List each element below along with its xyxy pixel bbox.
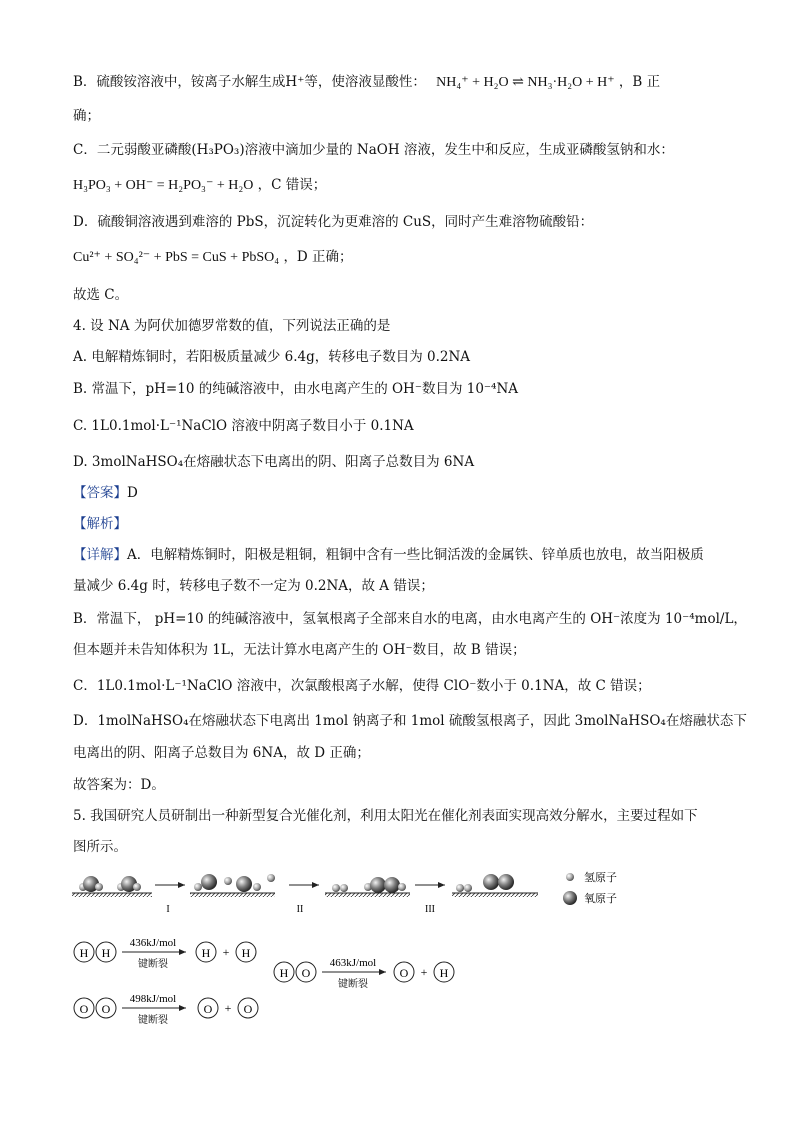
svg-text:O: O: [301, 966, 311, 980]
hh-bond-break-label: 键断裂: [138, 959, 168, 970]
option-b-text: B．硫酸铵溶液中，铵离子水解生成H⁺等，使溶液显酸性：: [73, 74, 426, 90]
option-c-explanation: C．二元弱酸亚磷酸(H₃PO₃)溶液中滴加少量的 NaOH 溶液，发生中和反应，生成亚磷酸氢钠和水：: [73, 142, 674, 158]
question-4-option-a: A. 电解精炼铜时，若阳极质量减少 6.4g，转移电子数目为 0.2NA: [73, 349, 471, 365]
question-4-option-c: C. 1L0.1mol·L⁻¹NaClO 溶液中阴离子数目小于 0.1NA: [73, 418, 414, 434]
ho-bond-energy: 463kJ/mol: [329, 957, 377, 969]
hydrogen-atom: [95, 883, 103, 891]
choose-answer: 故选 C。: [73, 287, 129, 303]
detail-label: 【详解】: [73, 547, 127, 563]
option-b-equation: NH₄⁺ + H₂O ⇌ NH₃·H₂O + H⁺: [436, 75, 615, 90]
legend: [563, 870, 617, 905]
svg-text:+: +: [420, 965, 428, 979]
svg-text:+: +: [222, 945, 230, 959]
option-c-equation: H₃PO₃ + OH⁻ = H₂PO₃⁻ + H₂O: [73, 178, 254, 193]
svg-text:H: H: [79, 946, 89, 960]
detail-a-line-2: 量减少 6.4g 时，转移电子数不一定为 0.2NA，故 A 错误；: [73, 578, 434, 594]
step-label-2: II: [296, 904, 304, 915]
question-4-stem: 4. 设 NA 为阿伏加德罗常数的值，下列说法正确的是: [73, 318, 391, 334]
detail-b-line-1: B．常温下， pH=10 的纯碱溶液中，氢氧根离子全部来自水的电离，由水电离产生的 OH⁻浓度为 10⁻⁴mol/L，: [73, 611, 747, 627]
svg-text:+: +: [224, 1001, 232, 1015]
option-d-equation: Cu²⁺ + SO₄²⁻ + PbS = CuS + PbSO₄: [73, 250, 280, 265]
stage-2: [325, 877, 410, 897]
ho-bond-breaking: [274, 957, 454, 990]
legend-oxygen-label: 氧原子: [584, 893, 617, 905]
conclusion: 故答案为：D。: [73, 777, 165, 793]
oo-bond-energy: 498kJ/mol: [129, 993, 177, 1005]
legend-hydrogen-swatch: [566, 873, 574, 881]
option-d-explanation: D．硫酸铜溶液遇到难溶的 PbS，沉淀转化为更难溶的 CuS，同时产生难溶物硫酸铅：: [73, 214, 594, 230]
oo-bond-break-label: 键断裂: [138, 1015, 168, 1026]
detail-a-text: A．电解精炼铜时，阳极是粗铜，粗铜中含有一些比铜活泼的金属铁、锌单质也放电，故当阳极质: [127, 547, 704, 563]
oo-bond-breaking: [74, 993, 258, 1026]
svg-text:H: H: [439, 966, 449, 980]
option-b-continuation: 确；: [73, 108, 100, 124]
svg-text:O: O: [79, 1002, 89, 1016]
legend-hydrogen-label: 氢原子: [584, 872, 617, 884]
detail-a-line-1: [73, 545, 704, 565]
question-5-stem-line-1: 5. 我国研究人员研制出一种新型复合光催化剂，利用太阳光在催化剂表面实现高效分解水，主要过程如下: [73, 808, 698, 824]
hydrogen-atom: [133, 883, 141, 891]
photocatalysis-figure: [0, 860, 794, 1040]
svg-text:O: O: [101, 1002, 111, 1016]
step-label-3: III: [425, 904, 435, 915]
question-5-stem-line-2: 图所示。: [73, 839, 127, 855]
ho-bond-break-label: 键断裂: [338, 979, 368, 990]
svg-text:O: O: [203, 1002, 213, 1016]
svg-text:O: O: [243, 1002, 253, 1016]
detail-b-line-2: 但本题并未告知体积为 1L，无法计算水电离产生的 OH⁻数目，故 B 错误；: [73, 642, 526, 658]
detail-d-line-1: D．1molNaHSO₄在熔融状态下电离出 1mol 钠离子和 1mol 硫酸氢根离子，因此 3molNaHSO₄在熔融状态下: [73, 713, 747, 729]
svg-text:H: H: [279, 966, 289, 980]
svg-text:O: O: [399, 966, 409, 980]
stage-initial: [72, 876, 152, 897]
svg-text:H: H: [201, 946, 211, 960]
question-4-option-b: B. 常温下，pH=10 的纯碱溶液中，由水电离产生的 OH⁻数目为 10⁻⁴NA: [73, 381, 519, 397]
legend-oxygen-swatch: [563, 891, 577, 905]
stage-1: [190, 874, 275, 897]
option-d-equation-line: [73, 247, 353, 268]
question-4-option-d: D. 3molNaHSO₄在熔融状态下电离出的阴、阳离子总数目为 6NA: [73, 454, 475, 470]
answer-label: 【答案】: [73, 485, 127, 501]
svg-text:H: H: [101, 946, 111, 960]
analysis-label: 【解析】: [73, 516, 127, 532]
option-d-tail: ，D 正确；: [283, 249, 353, 265]
option-b-tail: ，B 正: [618, 74, 661, 90]
svg-text:H: H: [241, 946, 251, 960]
answer-value: D: [127, 485, 138, 501]
option-c-equation-line: [73, 175, 326, 196]
hh-bond-energy: 436kJ/mol: [129, 937, 177, 949]
step-label-1: I: [166, 904, 170, 915]
option-b-explanation: [73, 72, 660, 93]
answer-row: [73, 483, 138, 503]
stage-3: [452, 874, 538, 897]
detail-d-line-2: 电离出的阴、阳离子总数目为 6NA，故 D 正确；: [73, 745, 370, 761]
option-c-tail: ，C 错误；: [257, 177, 327, 193]
detail-c: C．1L0.1mol·L⁻¹NaClO 溶液中，次氯酸根离子水解，使得 ClO⁻数小于 0.1NA，故 C 错误；: [73, 678, 651, 694]
hh-bond-breaking: [74, 937, 256, 970]
